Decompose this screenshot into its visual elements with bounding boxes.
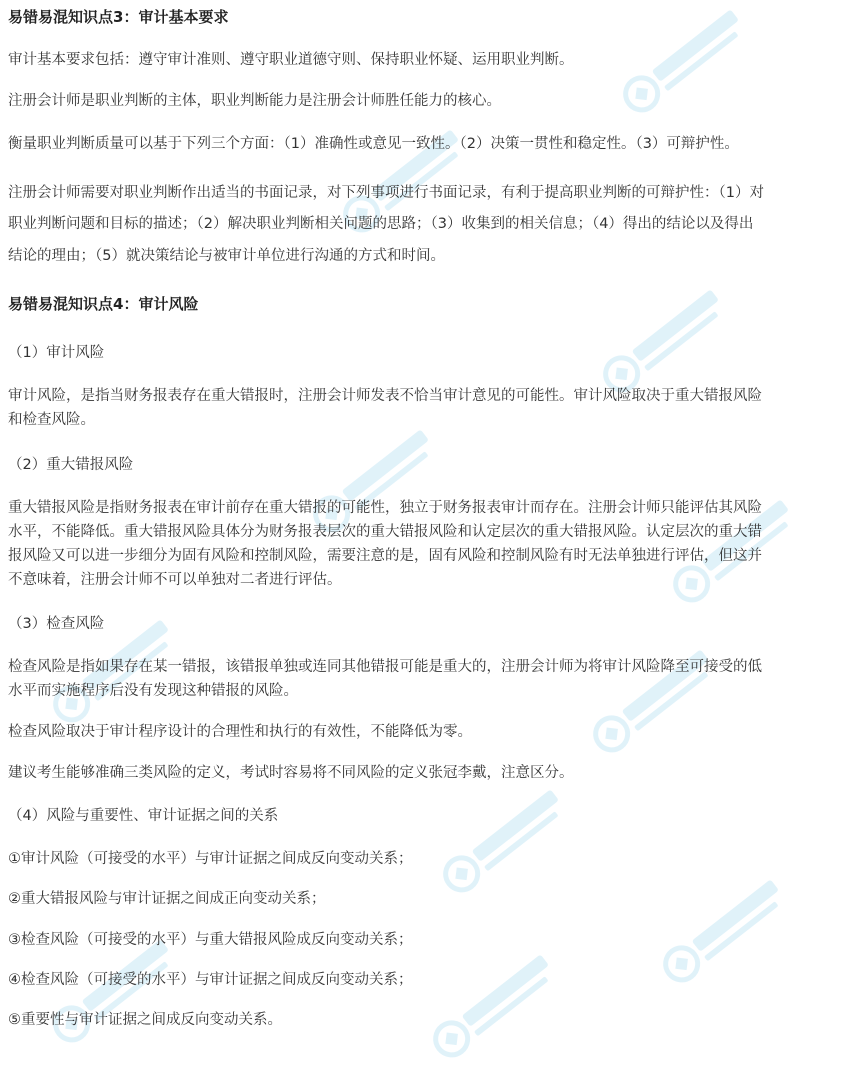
- list-item: ①审计风险（可接受的水平）与审计证据之间成反向变动关系；: [8, 851, 413, 867]
- section-heading-3: 易错易混知识点3：审计基本要求: [8, 8, 229, 26]
- paragraph-line: 不意味着，注册会计师不可以单独对二者进行评估。: [8, 572, 342, 588]
- paragraph-line: 注册会计师是职业判断的主体，职业判断能力是注册会计师胜任能力的核心。: [8, 93, 501, 109]
- list-item: ⑤重要性与审计证据之间成反向变动关系。: [8, 1012, 282, 1028]
- paragraph-line: 报风险又可以进一步细分为固有风险和控制风险，需要注意的是，固有风险和控制风险有时无法单独进行评估，但这并: [8, 548, 762, 564]
- paragraph-line: 水平而实施程序后没有发现这种错报的风险。: [8, 683, 298, 699]
- paragraph-line: 检查风险是指如果存在某一错报，该错报单独或连同其他错报可能是重大的，注册会计师为将审计风险降至可接受的低: [8, 659, 762, 675]
- paragraph-line: 水平，不能降低。重大错报风险具体分为财务报表层次的重大错报风险和认定层次的重大错报风险。认定层次的重大错: [8, 524, 762, 540]
- watermark-logo-icon: [417, 935, 572, 1075]
- paragraph-line: 审计基本要求包括：遵守审计准则、遵守职业道德守则、保持职业怀疑、运用职业判断。: [8, 52, 574, 68]
- paragraph-line: 审计风险，是指当财务报表存在重大错报时，注册会计师发表不恰当审计意见的可能性。审计风险取决于重大错报风险: [8, 388, 762, 404]
- paragraph-line: 注册会计师需要对职业判断作出适当的书面记录，对下列事项进行书面记录，有利于提高职业判断的可辩护性：（1）对: [8, 185, 764, 201]
- list-item: ②重大错报风险与审计证据之间成正向变动关系；: [8, 891, 326, 907]
- list-item: ③检查风险（可接受的水平）与重大错报风险成反向变动关系；: [8, 932, 413, 948]
- subheading-material-misstatement-risk: （2）重大错报风险: [8, 457, 134, 473]
- paragraph-line: 职业判断问题和目标的描述；（2）解决职业判断相关问题的思路；（3）收集到的相关信息；（4）得出的结论以及得出: [8, 216, 754, 232]
- paragraph-line: 结论的理由；（5）就决策结论与被审计单位进行沟通的方式和时间。: [8, 248, 445, 264]
- paragraph-line: 和检查风险。: [8, 412, 95, 428]
- paragraph-line: 检查风险取决于审计程序设计的合理性和执行的有效性，不能降低为零。: [8, 724, 472, 740]
- section-heading-4: 易错易混知识点4：审计风险: [8, 295, 199, 313]
- paragraph-line: 建议考生能够准确三类风险的定义，考试时容易将不同风险的定义张冠李戴，注意区分。: [8, 765, 574, 781]
- paragraph-line: 重大错报风险是指财务报表在审计前存在重大错报的可能性，独立于财务报表审计而存在。注册会计师只能评估其风险: [8, 500, 762, 516]
- list-item: ④检查风险（可接受的水平）与审计证据之间成反向变动关系；: [8, 972, 413, 988]
- subheading-relationship: （4）风险与重要性、审计证据之间的关系: [8, 808, 279, 824]
- paragraph-line: 衡量职业判断质量可以基于下列三个方面：（1）准确性或意见一致性。（2）决策一贯性和稳定性。（3）可辩护性。: [8, 136, 739, 152]
- subheading-audit-risk: （1）审计风险: [8, 345, 105, 361]
- subheading-detection-risk: （3）检查风险: [8, 616, 105, 632]
